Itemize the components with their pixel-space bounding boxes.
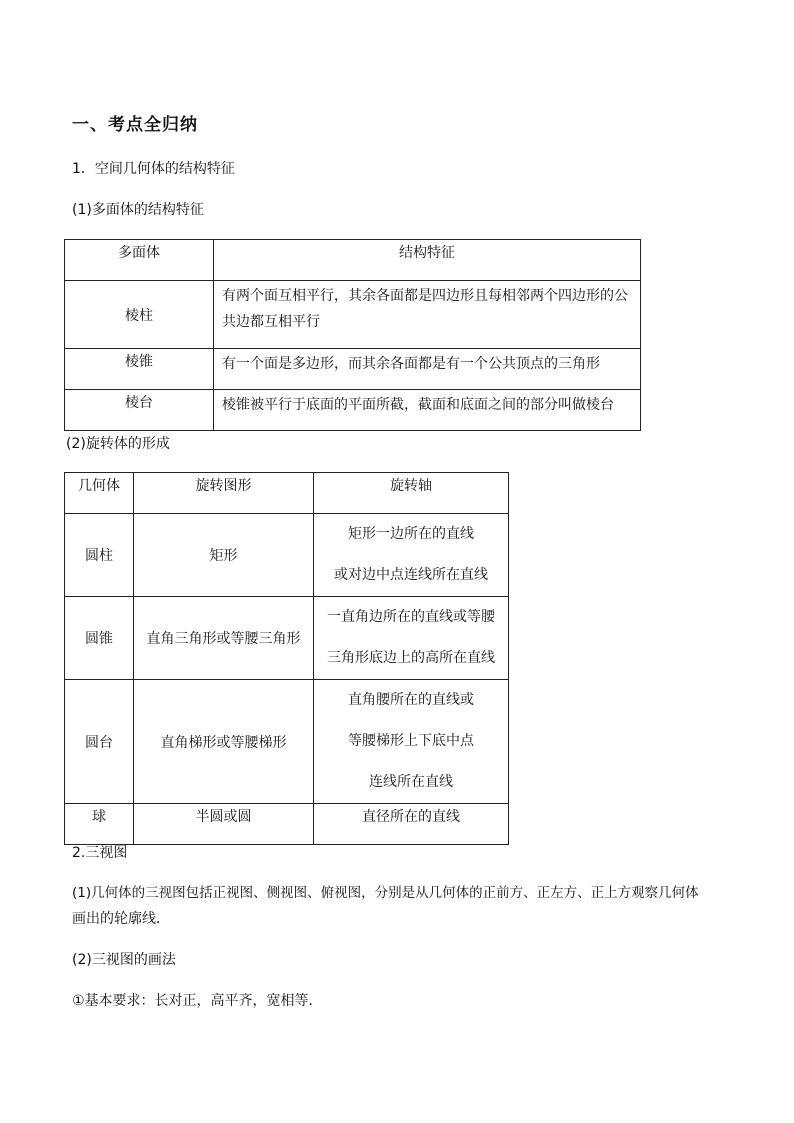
header-rotation-axis: 旋转轴 <box>314 473 509 514</box>
prism-feature-line1: 有两个面互相平行，其余各面都是四边形且每相邻两个四边形的公 <box>222 288 628 304</box>
cell-sphere-axis: 直径所在的直线 <box>314 804 509 845</box>
cell-prism-feature <box>214 281 641 349</box>
header-rotation-shape: 旋转图形 <box>134 473 314 514</box>
cell-cylinder: 圆柱 <box>65 514 134 597</box>
table-row <box>65 349 641 390</box>
three-views-paragraph-line1: (1)几何体的三视图包括正视图、侧视图、俯视图，分别是从几何体的正前方、正左方、正上方观察几何体 <box>72 885 699 901</box>
subheading-polyhedra: (1)多面体的结构特征 <box>72 202 204 218</box>
frustum-axis-line1: 直角腰所在的直线或 <box>348 692 474 708</box>
cell-cone: 圆锥 <box>65 597 134 680</box>
cone-axis-line2: 三角形底边上的高所在直线 <box>327 650 495 666</box>
cylinder-axis-line2: 或对边中点连线所在直线 <box>334 567 488 583</box>
table-row <box>65 804 509 845</box>
table-row <box>65 680 509 804</box>
cylinder-axis-line1: 矩形一边所在的直线 <box>348 526 474 542</box>
prism-feature-line2: 共边都互相平行 <box>222 314 320 330</box>
header-structure: 结构特征 <box>214 240 641 281</box>
header-solid: 几何体 <box>65 473 134 514</box>
three-views-drawing-method: (2)三视图的画法 <box>72 952 176 968</box>
rotation-table <box>64 472 509 845</box>
cell-sphere-shape: 半圆或圆 <box>134 804 314 845</box>
cell-frustum: 棱台 <box>65 390 214 431</box>
cell-frustum-cone-axis <box>314 680 509 804</box>
table-header-row <box>65 473 509 514</box>
section-heading-structure: 1．空间几何体的结构特征 <box>72 161 235 177</box>
table-row <box>65 281 641 349</box>
cell-sphere: 球 <box>65 804 134 845</box>
three-views-paragraph-line2: 画出的轮廓线． <box>72 911 170 927</box>
cone-axis-line1: 一直角边所在的直线或等腰 <box>327 609 495 625</box>
cell-cone-shape: 直角三角形或等腰三角形 <box>134 597 314 680</box>
header-polyhedron: 多面体 <box>65 240 214 281</box>
cell-frustum-feature: 棱锥被平行于底面的平面所截，截面和底面之间的部分叫做棱台 <box>214 390 641 431</box>
three-views-basic-requirement: ①基本要求：长对正，高平齐，宽相等． <box>72 993 323 1009</box>
table-header-row <box>65 240 641 281</box>
table-row <box>65 514 509 597</box>
section-heading-three-views: 2.三视图 <box>72 845 128 861</box>
subheading-rotation: (2)旋转体的形成 <box>66 436 170 452</box>
polyhedra-table <box>64 239 641 431</box>
cell-cylinder-shape: 矩形 <box>134 514 314 597</box>
cell-cylinder-axis <box>314 514 509 597</box>
cell-cone-axis <box>314 597 509 680</box>
cell-frustum-cone: 圆台 <box>65 680 134 804</box>
section-title: 一、考点全归纳 <box>72 115 198 135</box>
frustum-axis-line2: 等腰梯形上下底中点 <box>348 733 474 749</box>
cell-frustum-cone-shape: 直角梯形或等腰梯形 <box>134 680 314 804</box>
frustum-axis-line3: 连线所在直线 <box>369 774 453 790</box>
table-row <box>65 597 509 680</box>
table-row <box>65 390 641 431</box>
cell-pyramid: 棱锥 <box>65 349 214 390</box>
cell-prism: 棱柱 <box>65 281 214 349</box>
cell-pyramid-feature: 有一个面是多边形，而其余各面都是有一个公共顶点的三角形 <box>214 349 641 390</box>
